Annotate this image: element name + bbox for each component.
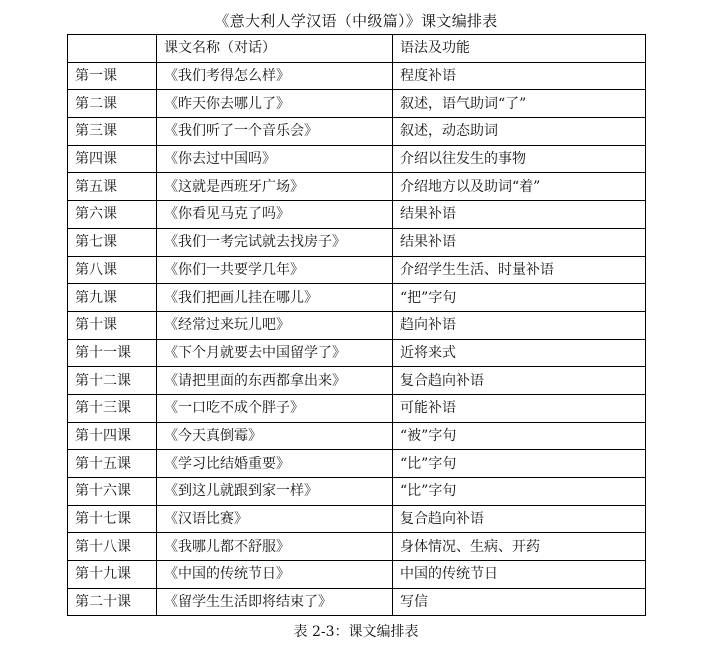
cell-grammar-function: 写信 [393, 588, 646, 616]
table-row [68, 173, 646, 201]
cell-lesson-title: 《我们考得怎么样》 [157, 62, 393, 90]
cell-lesson-title: 《昨天你去哪儿了》 [157, 90, 393, 118]
cell-lesson-number: 第一课 [68, 62, 157, 90]
cell-lesson-number: 第二课 [68, 90, 157, 118]
cell-lesson-number: 第十七课 [68, 505, 157, 533]
cell-grammar-function: 叙述，语气助词“了” [393, 90, 646, 118]
cell-lesson-title: 《中国的传统节日》 [157, 561, 393, 589]
cell-lesson-number: 第十五课 [68, 450, 157, 478]
cell-grammar-function: “比”字句 [393, 450, 646, 478]
table-title: 《意大利人学汉语（中级篇）》课文编排表 [214, 12, 498, 30]
cell-lesson-number: 第十九课 [68, 561, 157, 589]
cell-lesson-title: 《一口吃不成个胖子》 [157, 394, 393, 422]
cell-lesson-title: 《汉语比赛》 [157, 505, 393, 533]
table-row [68, 228, 646, 256]
cell-grammar-function: 结果补语 [393, 201, 646, 229]
cell-lesson-title: 《请把里面的东西都拿出来》 [157, 367, 393, 395]
cell-lesson-title: 《我们把画儿挂在哪儿》 [157, 284, 393, 312]
cell-lesson-number: 第十三课 [68, 394, 157, 422]
cell-lesson-number: 第五课 [68, 173, 157, 201]
cell-lesson-number: 第十四课 [68, 422, 157, 450]
table-row [68, 367, 646, 395]
cell-lesson-number: 第二十课 [68, 588, 157, 616]
table-row [68, 533, 646, 561]
table-header-row [68, 35, 646, 63]
cell-lesson-title: 《到这儿就跟到家一样》 [157, 478, 393, 506]
cell-lesson-number: 第八课 [68, 256, 157, 284]
cell-lesson-number: 第十一课 [68, 339, 157, 367]
table-row [68, 339, 646, 367]
cell-lesson-title: 《我们听了一个音乐会》 [157, 118, 393, 146]
header-lesson-title: 课文名称（对话） [157, 35, 393, 63]
cell-lesson-title: 《留学生生活即将结束了》 [157, 588, 393, 616]
cell-grammar-function: “把”字句 [393, 284, 646, 312]
cell-grammar-function: “被”字句 [393, 422, 646, 450]
table-row [68, 450, 646, 478]
cell-lesson-number: 第十六课 [68, 478, 157, 506]
cell-lesson-number: 第六课 [68, 201, 157, 229]
header-grammar-function: 语法及功能 [393, 35, 646, 63]
table-row [68, 561, 646, 589]
cell-grammar-function: 复合趋向补语 [393, 505, 646, 533]
cell-lesson-number: 第十二课 [68, 367, 157, 395]
cell-lesson-number: 第十课 [68, 311, 157, 339]
cell-lesson-number: 第三课 [68, 118, 157, 146]
table-row [68, 256, 646, 284]
course-table [67, 34, 646, 616]
cell-grammar-function: 近将来式 [393, 339, 646, 367]
table-row [68, 284, 646, 312]
cell-lesson-title: 《经常过来玩儿吧》 [157, 311, 393, 339]
table-caption: 表 2-3：课文编排表 [293, 624, 419, 640]
cell-grammar-function: 叙述，动态助词 [393, 118, 646, 146]
cell-lesson-title: 《我哪儿都不舒服》 [157, 533, 393, 561]
header-lesson [68, 35, 157, 63]
cell-grammar-function: 趋向补语 [393, 311, 646, 339]
cell-lesson-title: 《我们一考完试就去找房子》 [157, 228, 393, 256]
cell-lesson-title: 《学习比结婚重要》 [157, 450, 393, 478]
cell-lesson-number: 第四课 [68, 145, 157, 173]
cell-grammar-function: “比”字句 [393, 478, 646, 506]
cell-lesson-number: 第九课 [68, 284, 157, 312]
cell-lesson-number: 第十八课 [68, 533, 157, 561]
cell-grammar-function: 介绍地方以及助词“着” [393, 173, 646, 201]
cell-grammar-function: 介绍学生生活、时量补语 [393, 256, 646, 284]
table-row [68, 588, 646, 616]
cell-grammar-function: 复合趋向补语 [393, 367, 646, 395]
cell-grammar-function: 结果补语 [393, 228, 646, 256]
table-row [68, 394, 646, 422]
table-row [68, 90, 646, 118]
cell-lesson-title: 《你们一共要学几年》 [157, 256, 393, 284]
cell-grammar-function: 身体情况、生病、开药 [393, 533, 646, 561]
table-row [68, 201, 646, 229]
cell-lesson-title: 《今天真倒霉》 [157, 422, 393, 450]
table-row [68, 118, 646, 146]
table-row [68, 145, 646, 173]
cell-lesson-title: 《你去过中国吗》 [157, 145, 393, 173]
table-row [68, 62, 646, 90]
table-body [68, 62, 646, 616]
cell-grammar-function: 程度补语 [393, 62, 646, 90]
cell-grammar-function: 中国的传统节日 [393, 561, 646, 589]
table-row [68, 505, 646, 533]
table-row [68, 311, 646, 339]
table-row [68, 422, 646, 450]
cell-grammar-function: 可能补语 [393, 394, 646, 422]
cell-lesson-title: 《这就是西班牙广场》 [157, 173, 393, 201]
cell-lesson-title: 《下个月就要去中国留学了》 [157, 339, 393, 367]
cell-lesson-title: 《你看见马克了吗》 [157, 201, 393, 229]
table-row [68, 478, 646, 506]
cell-lesson-number: 第七课 [68, 228, 157, 256]
cell-grammar-function: 介绍以往发生的事物 [393, 145, 646, 173]
